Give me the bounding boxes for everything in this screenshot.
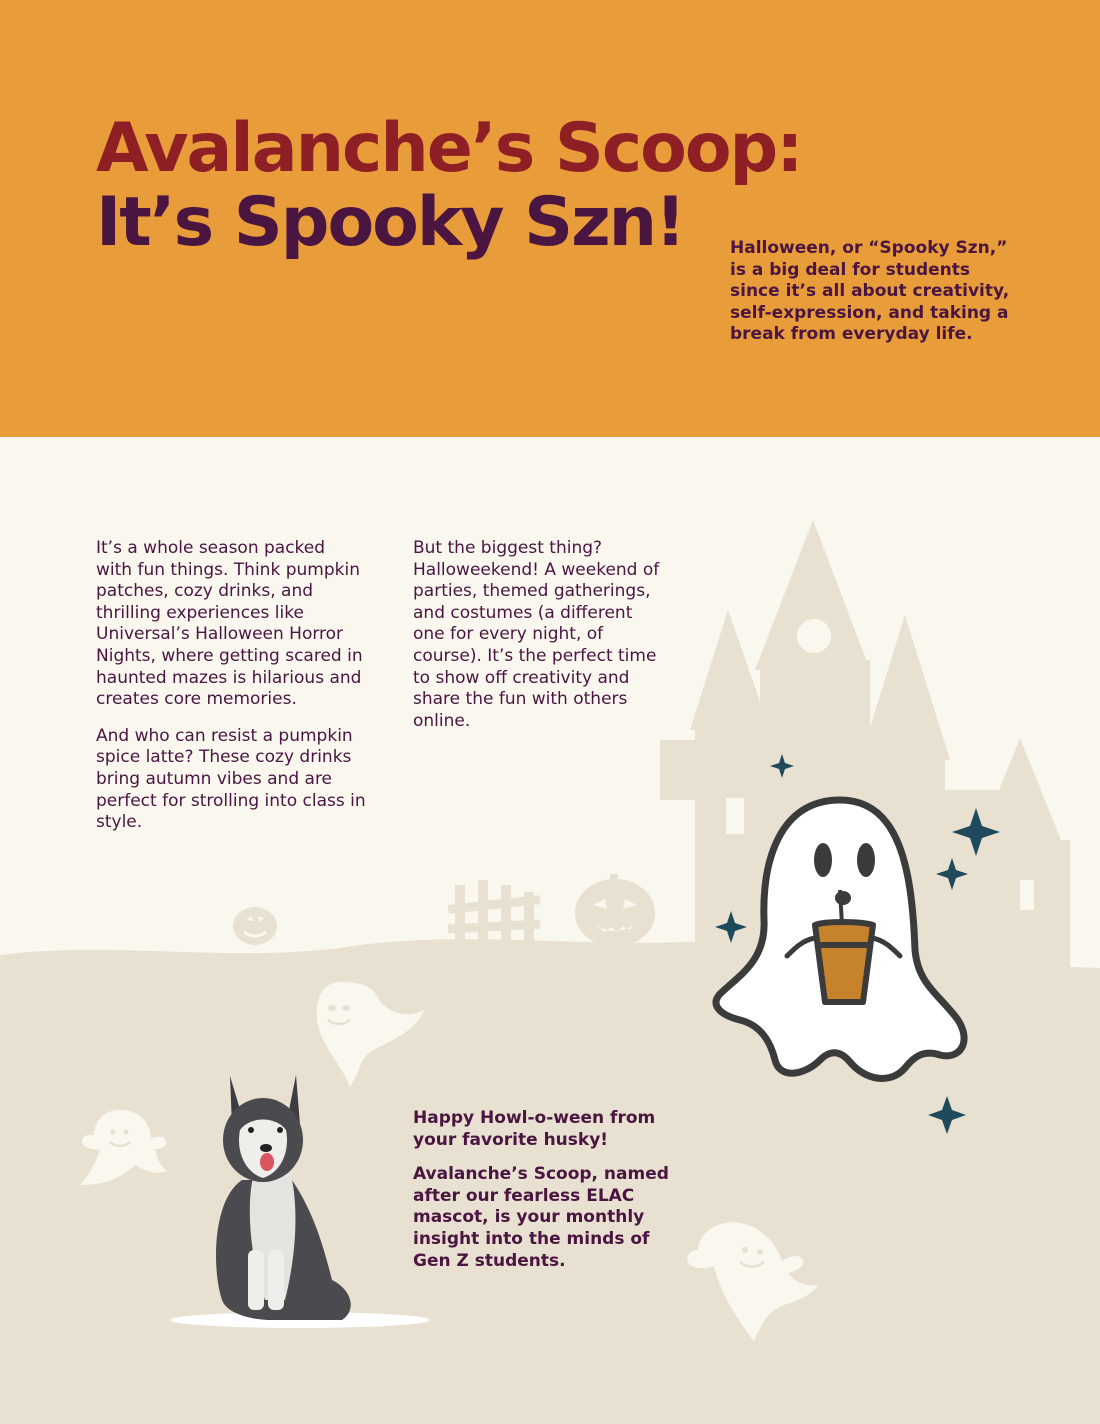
- husky-greeting: Happy Howl-o-ween from your favorite husky!: [413, 1108, 656, 1150]
- husky-note: [413, 1108, 683, 1285]
- jack-o-lantern-icon: [575, 874, 655, 947]
- pumpkin-icon: [233, 907, 277, 945]
- page-title: [96, 109, 802, 262]
- husky-about: Avalanche’s Scoop, named after our fearless ELAC mascot, is your monthly insight into the minds of Gen Z students.: [413, 1164, 669, 1271]
- left-paragraph-1: It’s a whole season packed with fun things. Think pumpkin patches, cozy drinks, and thrilling experiences like Universal’s Halloween Horror Nights, where getting scared in haunted mazes is hilarious and creates core memories.: [96, 538, 363, 710]
- title-line-1: Avalanche’s Scoop:: [96, 109, 802, 188]
- middle-column: [413, 538, 668, 747]
- fence-icon: [448, 880, 540, 945]
- left-paragraph-2: And who can resist a pumpkin spice latte? These cozy drinks bring autumn vibes and are perfect for strolling into class in style.: [96, 725, 366, 833]
- middle-paragraph-1: But the biggest thing? Halloweekend! A weekend of parties, themed gatherings, and costumes (a different one for every night, of course). It’s the perfect time to show off creativity and share the fun with others online.: [413, 538, 660, 731]
- intro-text: Halloween, or “Spooky Szn,” is a big deal for students since it’s all about creativity, self-expression, and taking a break from everyday life.: [730, 238, 1010, 344]
- title-line-2: It’s Spooky Szn!: [96, 183, 685, 262]
- left-column: [96, 538, 366, 849]
